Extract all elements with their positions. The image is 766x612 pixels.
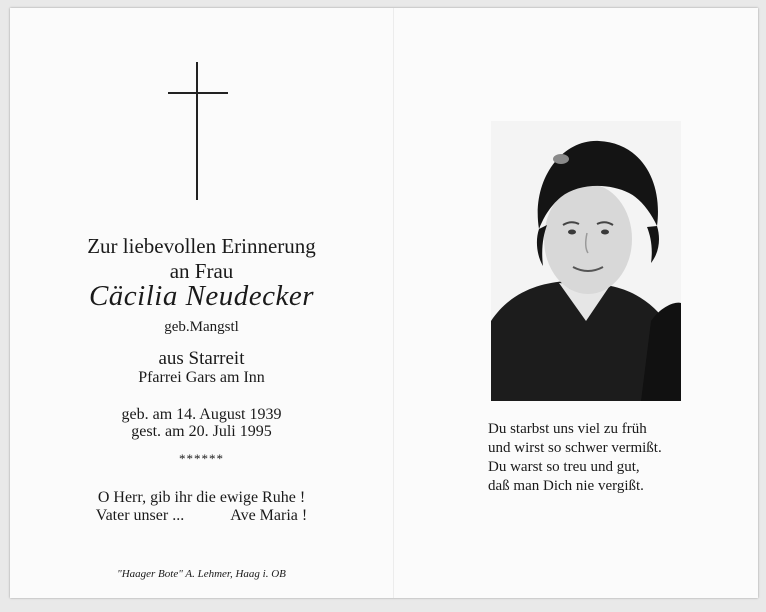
prayer-ave-maria: Ave Maria !: [230, 507, 308, 524]
poem: [488, 420, 662, 496]
prayer-line-2: [10, 507, 393, 525]
cross-icon: [168, 62, 228, 202]
prayer-vater-unser: Vater unser ...: [95, 507, 185, 524]
poem-line-2: und wirst so schwer vermißt.: [488, 440, 662, 456]
portrait-photo-image: [491, 121, 681, 401]
separator: ******: [179, 451, 224, 466]
maiden-name: geb.Mangstl: [164, 319, 239, 335]
portrait-photo: [491, 121, 681, 401]
parish: Pfarrei Gars am Inn: [138, 369, 265, 386]
poem-line-4: daß man Dich nie vergißt.: [488, 478, 644, 494]
birth-date: geb. am 14. August 1939: [121, 406, 282, 423]
memorial-card: [10, 8, 758, 598]
deceased-name: Cäcilia Neudecker: [88, 280, 315, 312]
right-panel: [393, 8, 758, 598]
poem-line-1: Du starbst uns viel zu früh: [488, 421, 647, 437]
printer-credit: "Haager Bote" A. Lehmer, Haag i. OB: [117, 568, 286, 580]
poem-line-3: Du warst so treu und gut,: [488, 459, 640, 475]
greeting-line-2: an Frau: [169, 259, 234, 283]
prayer-line-1: O Herr, gib ihr die ewige Ruhe !: [97, 489, 306, 506]
origin: aus Starreit: [158, 348, 245, 369]
greeting-line-1: Zur liebevollen Erinnerung: [87, 234, 316, 258]
death-date: gest. am 20. Juli 1995: [131, 423, 272, 440]
left-panel: [10, 8, 393, 598]
